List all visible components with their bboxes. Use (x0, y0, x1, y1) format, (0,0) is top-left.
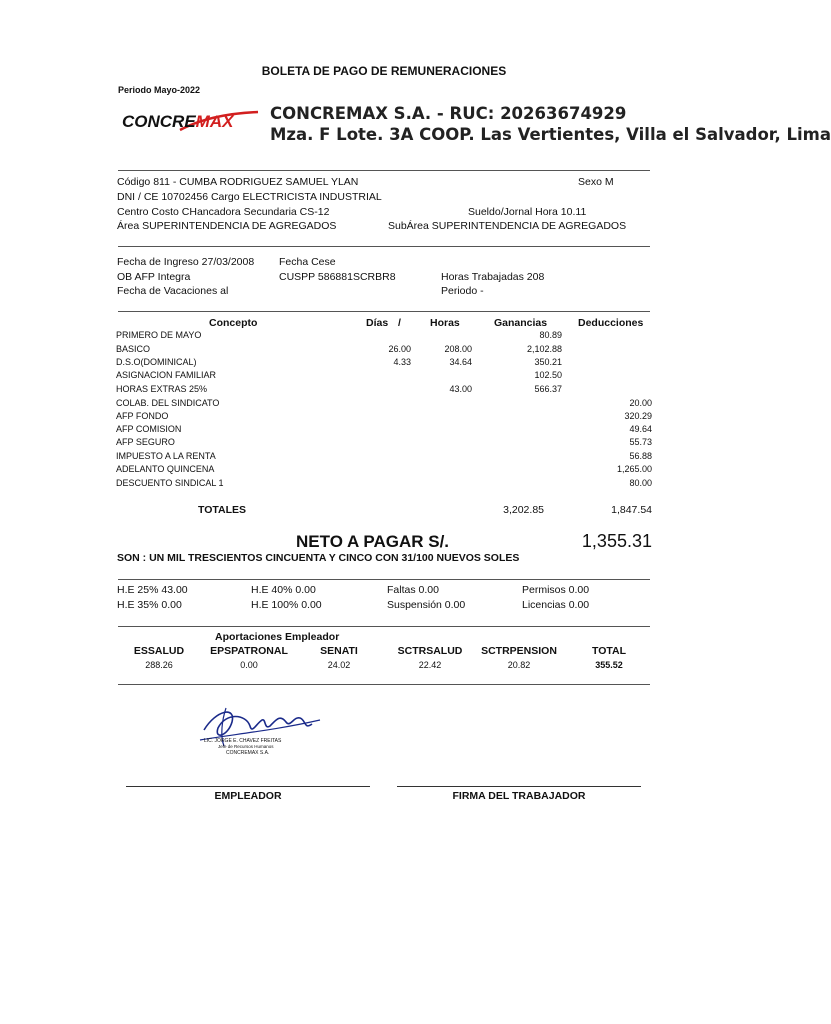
signature-line-trabajador (397, 786, 641, 787)
header-deducciones: Deducciones (578, 317, 644, 329)
header-ganancias: Ganancias (494, 317, 548, 329)
row-deducciones: 55.73 (629, 437, 652, 447)
afp-name: OB AFP Integra (117, 271, 191, 283)
he-40: H.E 40% 0.00 (251, 584, 316, 596)
row-concepto: D.S.O(DOMINICAL) (116, 357, 197, 367)
row-deducciones: 320.29 (624, 411, 652, 421)
row-concepto: BASICO (116, 344, 151, 354)
stamp-line-3: CONCREMAX S.A. (226, 750, 270, 756)
row-ganancias: 102.50 (534, 370, 562, 380)
row-horas: 43.00 (449, 384, 472, 394)
row-deducciones: 1,265.00 (616, 464, 652, 474)
total-deducciones: 1,847.54 (611, 504, 652, 516)
aportacion-value: 288.26 (145, 660, 173, 670)
aportacion-value: 20.82 (507, 660, 531, 670)
stamp-line-1: LIC. JORGE E. CHAVEZ FREITAS (204, 738, 282, 744)
row-horas: 208.00 (444, 344, 472, 354)
row-horas: 34.64 (449, 357, 472, 367)
neto-a-pagar-value: 1,355.31 (581, 531, 652, 551)
employee-sex: Sexo M (578, 176, 614, 188)
aportacion-label: SENATI (320, 645, 358, 657)
licencias: Licencias 0.00 (522, 599, 590, 611)
employee-sueldo-hora: Sueldo/Jornal Hora 10.11 (468, 206, 587, 218)
row-dias: 4.33 (393, 357, 411, 367)
row-ganancias: 350.21 (534, 357, 562, 367)
header-dias: Días (366, 317, 389, 329)
he-35: H.E 35% 0.00 (117, 599, 182, 611)
row-concepto: DESCUENTO SINDICAL 1 (116, 478, 224, 488)
row-deducciones: 49.64 (629, 424, 652, 434)
employee-subarea: SubÁrea SUPERINTENDENCIA DE AGREGADOS (388, 220, 627, 232)
he-100: H.E 100% 0.00 (251, 599, 322, 611)
divider (118, 626, 650, 627)
row-deducciones: 20.00 (629, 398, 652, 408)
totales-label: TOTALES (198, 504, 247, 516)
row-ganancias: 566.37 (534, 384, 562, 394)
aportacion-label: EPSPATRONAL (210, 645, 288, 657)
company-name-ruc: CONCREMAX S.A. - RUC: 20263674929 (270, 104, 627, 123)
row-concepto: ADELANTO QUINCENA (116, 464, 215, 474)
neto-a-pagar-label: NETO A PAGAR S/. (296, 532, 450, 551)
fecha-vacaciones: Fecha de Vacaciones al (117, 285, 229, 297)
header-horas: Horas (430, 317, 460, 329)
fecha-ingreso: Fecha de Ingreso 27/03/2008 (117, 256, 255, 268)
divider (118, 579, 650, 580)
aportacion-label: TOTAL (591, 645, 627, 657)
aportacion-label: SCTRSALUD (397, 645, 463, 657)
aportaciones-title: Aportaciones Empleador (215, 631, 340, 643)
neto-en-letras: SON : UN MIL TRESCIENTOS CINCUENTA Y CINCO CON 31/100 NUEVOS SOLES (117, 552, 520, 564)
row-ganancias: 80.89 (539, 330, 562, 340)
svg-text:CONCREMAX: CONCREMAX (122, 112, 234, 131)
periodo-label: Periodo Mayo-2022 (118, 85, 201, 95)
row-concepto: AFP SEGURO (116, 437, 175, 447)
row-deducciones: 80.00 (629, 478, 652, 488)
divider (118, 246, 650, 247)
row-concepto: ASIGNACION FAMILIAR (116, 370, 217, 380)
fecha-cese: Fecha Cese (279, 256, 336, 268)
aportacion-value: 24.02 (327, 660, 351, 670)
row-concepto: PRIMERO DE MAYO (116, 330, 202, 340)
stamp-line-2: Jefe de Recursos Humanos (218, 744, 274, 749)
employee-centro-costo: Centro Costo CHancadora Secundaria CS-12 (117, 206, 330, 218)
he-25: H.E 25% 43.00 (117, 584, 188, 596)
aportacion-label: ESSALUD (133, 645, 185, 657)
aportacion-label: SCTRPENSION (481, 645, 557, 657)
row-concepto: HORAS EXTRAS 25% (116, 384, 208, 394)
aportacion-value: 0.00 (240, 660, 258, 670)
row-concepto: AFP COMISION (116, 424, 182, 434)
employee-area: Área SUPERINTENDENCIA DE AGREGADOS (117, 220, 337, 232)
aportacion-value: 355.52 (595, 660, 623, 670)
horas-trabajadas: Horas Trabajadas 208 (441, 271, 545, 283)
empleador-label: EMPLEADOR (214, 790, 282, 802)
company-address: Mza. F Lote. 3A COOP. Las Vertientes, Villa el Salvador, Lima (270, 125, 831, 144)
document-title: BOLETA DE PAGO DE REMUNERACIONES (261, 64, 507, 78)
aportacion-value: 22.42 (418, 660, 442, 670)
divider (118, 684, 650, 685)
divider (118, 170, 650, 171)
permisos: Permisos 0.00 (522, 584, 590, 596)
row-deducciones: 56.88 (629, 451, 652, 461)
row-dias: 26.00 (388, 344, 411, 354)
cuspp: CUSPP 586881SCRBR8 (279, 271, 396, 283)
signature-stamp (196, 700, 326, 762)
row-concepto: AFP FONDO (116, 411, 169, 421)
periodo-vacaciones: Periodo - (441, 285, 484, 297)
row-concepto: COLAB. DEL SINDICATO (116, 398, 220, 408)
header-concepto: Concepto (209, 317, 258, 329)
header-separator: / (398, 317, 401, 329)
suspension: Suspensión 0.00 (387, 599, 466, 611)
divider (118, 311, 650, 312)
concremax-logo (120, 108, 260, 136)
employee-dni-cargo: DNI / CE 10702456 Cargo ELECTRICISTA INDUSTRIAL (117, 191, 382, 203)
faltas: Faltas 0.00 (387, 584, 439, 596)
signature-line-empleador (126, 786, 370, 787)
row-ganancias: 2,102.88 (526, 344, 562, 354)
employee-code-name: Código 811 - CUMBA RODRIGUEZ SAMUEL YLAN (117, 176, 359, 188)
trabajador-label: FIRMA DEL TRABAJADOR (452, 790, 586, 802)
row-concepto: IMPUESTO A LA RENTA (116, 451, 216, 461)
total-ganancias: 3,202.85 (503, 504, 544, 516)
